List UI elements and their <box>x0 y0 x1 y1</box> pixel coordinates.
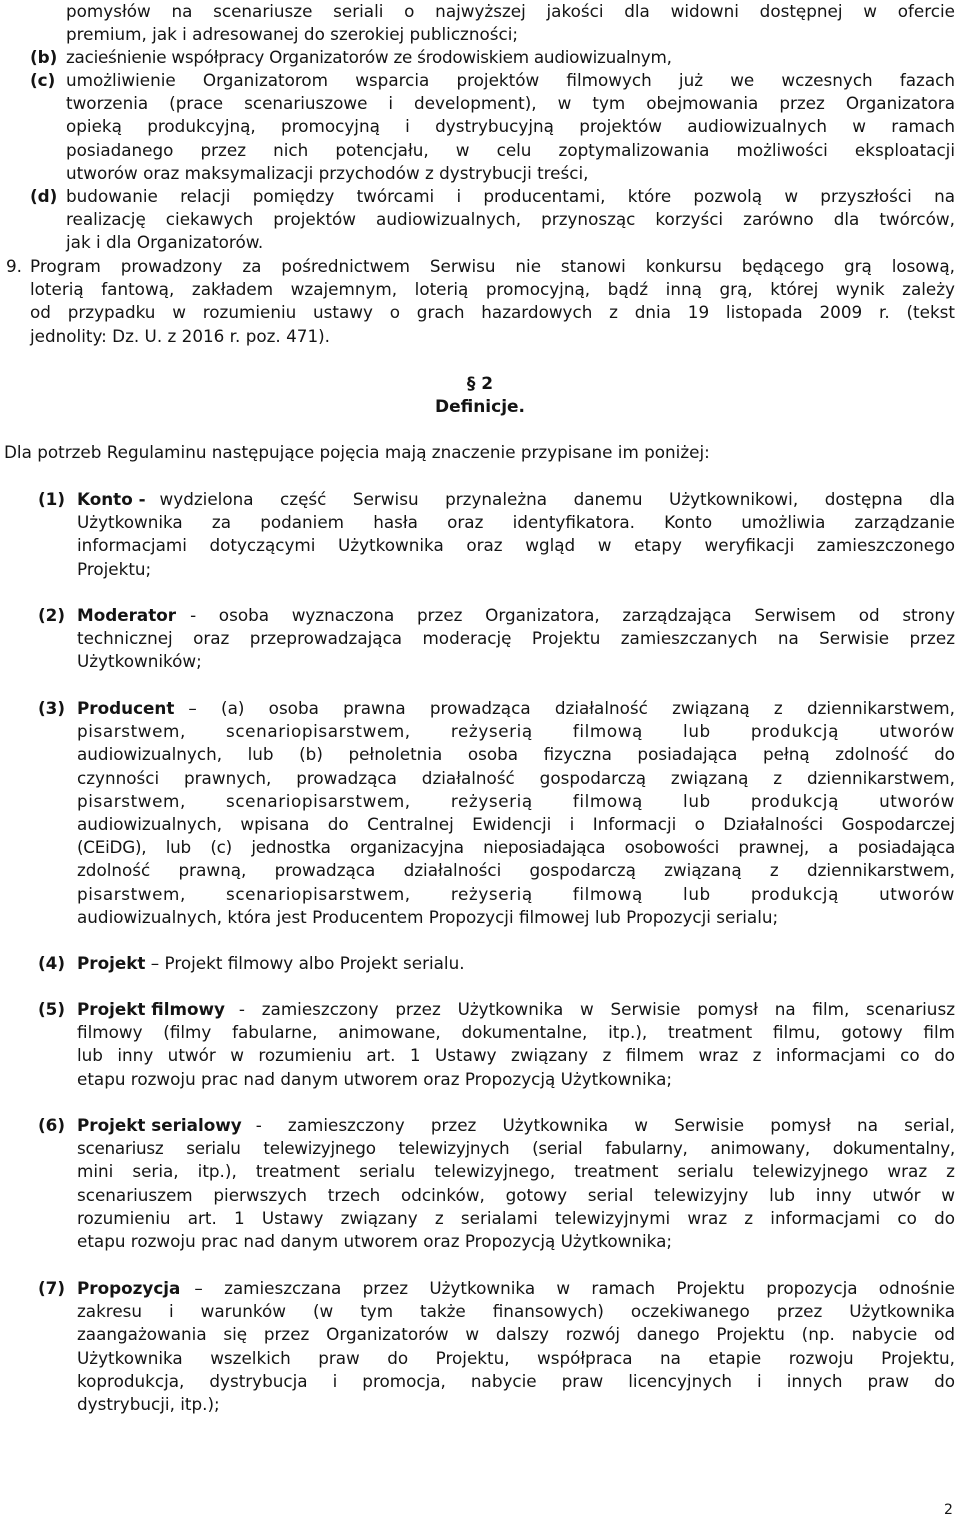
text-line: lub inny utwór w rozumieniu art. 1 Ustawy związany z filmem wraz z informacjami co do <box>77 1045 955 1066</box>
item-number: 9. <box>6 256 23 276</box>
item-9-paragraph <box>30 255 955 348</box>
text-line <box>77 952 955 975</box>
text-line: scenariusz serialu telewizyjnego telewizyjnych (serial fabularny, animowany, dokumentalny, <box>77 1138 955 1159</box>
text-line: etapu rozwoju prac nad danym utworem oraz Propozycją Użytkownika; <box>77 1068 673 1089</box>
text-segment: - zamieszczony przez Użytkownika w Serwisie pomysł na film, scenariusz <box>238 999 955 1019</box>
text-line: budowanie relacji pomiędzy twórcami i producentami, które pozwolą w przyszłości na <box>66 186 955 206</box>
text-line <box>77 1277 955 1300</box>
text-line: dystrybucji, itp.); <box>77 1394 220 1415</box>
text-line: realizację ciekawych projektów audiowizualnych, przynosząc korzyści zarówno dla twórców, <box>66 209 955 230</box>
definition-term: Projekt filmowy <box>77 999 225 1019</box>
text-line: Użytkownika wszelkich praw do Projektu, współpraca na etapie rozwoju Projektu, <box>77 1347 955 1368</box>
text-line: etapu rozwoju prac nad danym utworem oraz Propozycją Użytkownika; <box>77 1231 673 1252</box>
definition-label: (3) <box>38 698 66 718</box>
text-line: pisarstwem, scenariopisarstwem, reżyserią filmową lub produkcją utworów <box>77 883 955 904</box>
section-number: § 2 <box>466 374 494 394</box>
text-line: audiowizualnych, która jest Producentem Propozycji filmowej lub Propozycji serialu; <box>77 906 779 927</box>
page-number: 2 <box>944 1502 953 1518</box>
text-line: audiowizualnych, wpisana do Centralnej Ewidencji i Informacji o Działalności Gospodarczej <box>77 814 955 835</box>
section-title: Definicje. <box>434 397 526 417</box>
definition-term: Propozycja <box>77 1278 181 1298</box>
text-line: informacjami dotyczącymi Użytkownika oraz wgląd w etapy weryfikacji zamieszczonego <box>77 535 955 556</box>
text-line: zakresu i warunków (w tym także finansowych) oczekiwanego przez Użytkownika <box>77 1301 955 1322</box>
list-label: (b) <box>30 47 58 67</box>
text-segment: – Projekt filmowy albo Projekt serialu. <box>150 953 465 973</box>
text-line: scenariuszem pierwszych trzech odcinków, gotowy serial telewizyjny lub inny utwór w <box>77 1184 955 1205</box>
definition-producent <box>77 697 955 929</box>
text-line: jak i dla Organizatorów. <box>66 232 264 253</box>
text-line: posiadanego przez nich potencjału, w celu zoptymalizowania możliwości eksploatacji <box>66 139 955 160</box>
text-line: od przypadku w rozumieniu ustawy o grach hazardowych z dnia 19 listopada 2009 r. (tekst <box>30 302 955 323</box>
text-line: Projektu; <box>77 558 152 579</box>
definition-moderator <box>77 604 955 674</box>
text-line <box>77 604 955 627</box>
definition-propozycja <box>77 1277 955 1416</box>
definition-label: (6) <box>38 1115 66 1135</box>
definition-label: (4) <box>38 953 66 973</box>
text-line <box>77 488 955 511</box>
text-line: audiowizualnych, lub (b) pełnoletnia osoba fizyczna posiadająca pełną zdolność do <box>77 744 955 765</box>
intro-item-continuation <box>66 0 955 46</box>
text-line: zacieśnienie współpracy Organizatorów ze środowiskiem audiowizualnym, <box>66 47 672 67</box>
text-line: premium, jak i adresowanej do szerokiej publiczności; <box>66 24 519 45</box>
text-segment: wydzielona część Serwisu przynależna danemu Użytkownikowi, dostępna dla <box>159 489 955 509</box>
text-line: technicznej oraz przeprowadzająca moderację Projektu zamieszczanych na Serwisie przez <box>77 628 955 649</box>
text-line: loterią fantową, zakładem wzajemnym, loterią promocyjną, bądź inną grą, której wynik zależy <box>30 279 955 300</box>
text-line: jednolity: Dz. U. z 2016 r. poz. 471). <box>30 325 331 346</box>
definition-term: Projekt serialowy <box>77 1115 242 1135</box>
text-line <box>77 697 955 720</box>
definition-term: Producent <box>77 698 175 718</box>
text-line: zdolność prawną, prowadząca działalności gospodarczą związaną z dziennikarstwem, <box>77 860 955 881</box>
text-line: tworzenia (prace scenariuszowe i development), w tym obejmowania przez Organizatora <box>66 93 955 114</box>
text-line: opieką produkcyjną, promocyjną i dystrybucyjną projektów audiowizualnych w ramach <box>66 116 955 137</box>
definition-projekt-filmowy <box>77 998 955 1091</box>
definition-label: (2) <box>38 605 66 625</box>
text-segment: – (a) osoba prawna prowadząca działalność związaną z dziennikarstwem, <box>188 698 955 718</box>
text-line: Użytkowników; <box>77 651 202 672</box>
text-line: rozumieniu art. 1 Ustawy związany z serialami telewizyjnymi wraz z informacjami co do <box>77 1207 955 1228</box>
text-line: mini seria, itp.), treatment serialu telewizyjnego, treatment serialu telewizyjnego wraz z <box>77 1161 955 1182</box>
intro-item-b <box>66 46 955 69</box>
definition-label: (5) <box>38 999 66 1019</box>
text-line: Program prowadzony za pośrednictwem Serwisu nie stanowi konkursu będącego grą losową, <box>30 256 955 276</box>
text-line: czynności prawnych, prowadząca działalność gospodarczą związaną z dziennikarstwem, <box>77 767 955 788</box>
text-segment: – zamieszczana przez Użytkownika w ramach Projektu propozycja odnośnie <box>194 1278 955 1298</box>
definition-projekt-serialowy <box>77 1114 955 1253</box>
text-line: zaangażowania się przez Organizatorów w dalszy rozwój danego Projektu (np. nabycie od <box>77 1324 955 1345</box>
text-line: pisarstwem, scenariopisarstwem, reżyserią filmową lub produkcją utworów <box>77 721 955 742</box>
definition-term: Konto - <box>77 489 146 509</box>
text-line <box>77 998 955 1021</box>
definitions-intro: Dla potrzeb Regulaminu następujące pojęcia mają znaczenie przypisane im poniżej: <box>4 442 710 462</box>
intro-item-d <box>66 185 955 255</box>
text-line: umożliwienie Organizatorom wsparcia projektów filmowych już we wczesnych fazach <box>66 70 955 90</box>
text-line <box>77 1114 955 1137</box>
definition-label: (7) <box>38 1278 66 1298</box>
intro-item-c <box>66 69 955 185</box>
text-line: Użytkownika za podaniem hasła oraz identyfikatora. Konto umożliwia zarządzanie <box>77 512 955 533</box>
definition-term: Moderator <box>77 605 177 625</box>
text-segment: - osoba wyznaczona przez Organizatora, zarządzająca Serwisem od strony <box>190 605 955 625</box>
text-line: koprodukcja, dystrybucja i promocja, nabycie praw licencyjnych i innych praw do <box>77 1370 955 1391</box>
definition-label: (1) <box>38 489 66 509</box>
text-line: pomysłów na scenariusze seriali o najwyższej jakości dla widowni dostępnej w ofercie <box>66 1 955 21</box>
definition-term: Projekt <box>77 953 146 973</box>
list-label: (c) <box>30 70 56 90</box>
text-line: (CEiDG), lub (c) jednostka organizacyjna nieposiadająca osobowości prawnej, a posiadająca <box>77 837 955 858</box>
text-line: utworów oraz maksymalizacji przychodów z dystrybucji treści, <box>66 162 589 183</box>
list-label: (d) <box>30 186 58 206</box>
definition-projekt <box>77 952 955 975</box>
definition-konto <box>77 488 955 581</box>
text-segment: - zamieszczony przez Użytkownika w Serwisie pomysł na serial, <box>255 1115 955 1135</box>
text-line: filmowy (filmy fabularne, animowane, dokumentalne, itp.), treatment filmu, gotowy film <box>77 1022 955 1043</box>
text-line: pisarstwem, scenariopisarstwem, reżyserią filmową lub produkcją utworów <box>77 790 955 811</box>
